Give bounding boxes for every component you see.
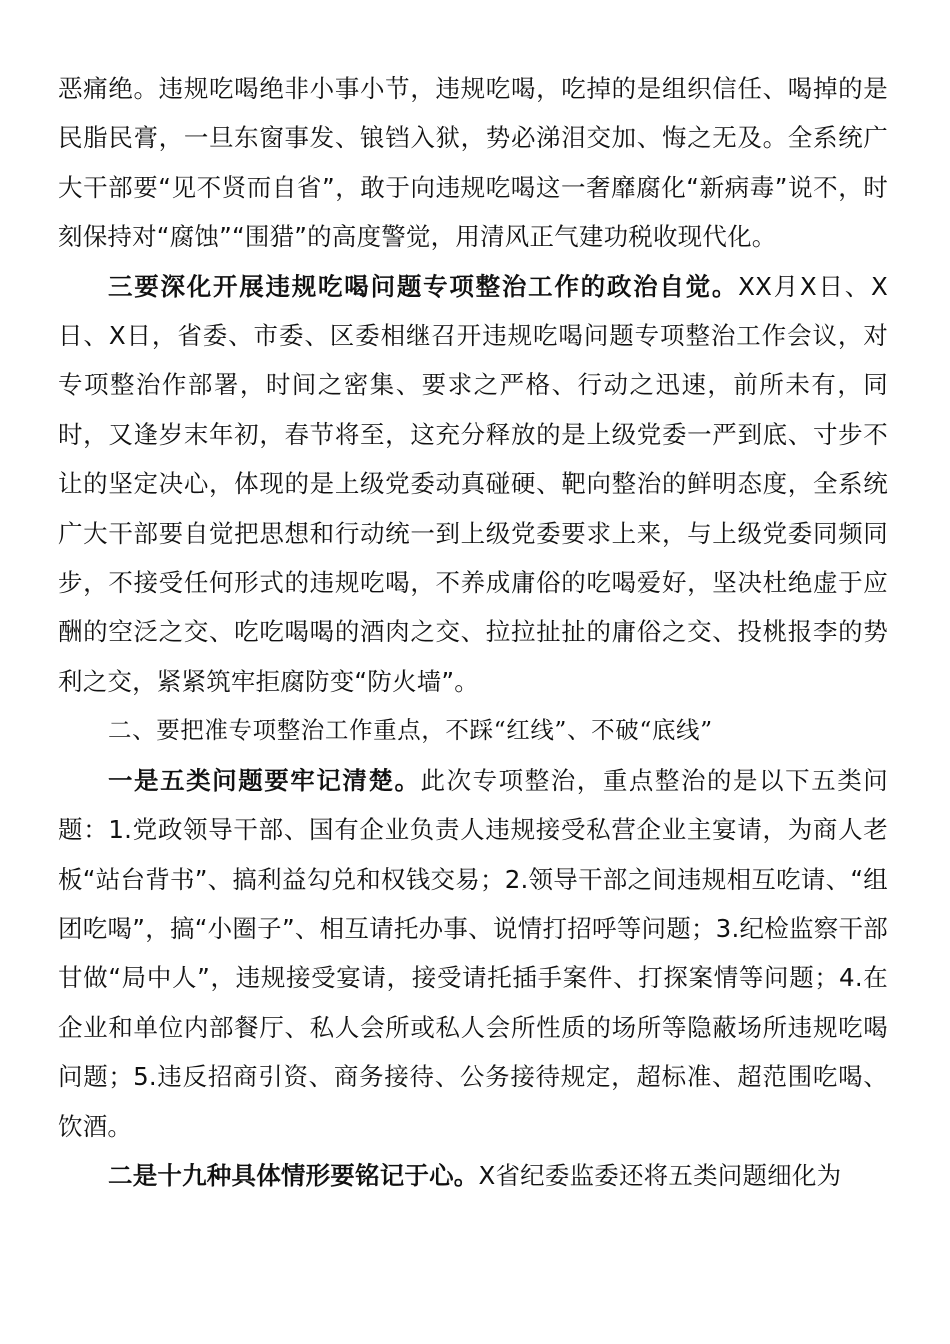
paragraph-lead-bold: 二是十九种具体情形要铭记于心。 <box>108 1160 479 1190</box>
paragraph-text: X省纪委监委还将五类问题细化为 <box>478 1160 842 1190</box>
paragraph-continuation <box>58 64 888 262</box>
paragraph-political-awareness <box>58 262 888 707</box>
paragraph-nineteen-cases <box>58 1151 888 1200</box>
paragraph-text: XX月X日、X日、X日，省委、市委、区委相继召开违规吃喝问题专项整治工作会议，对专项整治作部署，时间之密集、要求之严格、行动之迅速，前所未有，同时，又逢岁末年初，春节将至，这充分释放的是上级党委一严到底、寸步不让的坚定决心，体现的是上级党委动真碰硬、靶向整治的鲜明态度，全系统广大干部要自觉把思想和行动统一到上级党委要求上来，与上级党委同频同步，不接受任何形式的违规吃喝，不养成庸俗的吃喝爱好，坚决杜绝虚于应酬的空泛之交、吃吃喝喝的酒肉之交、拉拉扯扯的庸俗之交、投桃报李的势利之交，紧紧筑牢拒腐防变“防火墙”。 <box>58 271 888 696</box>
paragraph-five-problems <box>58 756 888 1151</box>
paragraph-lead-bold: 三要深化开展违规吃喝问题专项整治工作的政治自觉。 <box>108 271 739 301</box>
paragraph-text: 恶痛绝。违规吃喝绝非小事小节，违规吃喝，吃掉的是组织信任、喝掉的是民脂民膏，一旦东窗事发、锒铛入狱，势必涕泪交加、悔之无及。全系统广大干部要“见不贤而自省”，敢于向违规吃喝这一奢靡腐化“新病毒”说不，时刻保持对“腐蚀”“围猎”的高度警觉，用清风正气建功税收现代化。 <box>58 74 888 252</box>
document-body <box>58 64 888 1200</box>
paragraph-text: 此次专项整治，重点整治的是以下五类问题：1.党政领导干部、国有企业负责人违规接受私营企业主宴请，为商人老板“站台背书”、搞利益勾兑和权钱交易；2.领导干部之间违规相互吃请、“组团吃喝”，搞“小圈子”、相互请托办事、说情打招呼等问题；3.纪检监察干部甘做“局中人”，违规接受宴请，接受请托插手案件、打探案情等问题；4.在企业和单位内部餐厅、私人会所或私人会所性质的场所等隐蔽场所违规吃喝问题；5.违反招商引资、商务接待、公务接待规定，超标准、超范围吃喝、饮酒。 <box>58 765 888 1141</box>
section-heading: 二、要把准专项整治工作重点，不踩“红线”、不破“底线” <box>108 716 713 745</box>
paragraph-lead-bold: 一是五类问题要牢记清楚。 <box>108 765 421 795</box>
